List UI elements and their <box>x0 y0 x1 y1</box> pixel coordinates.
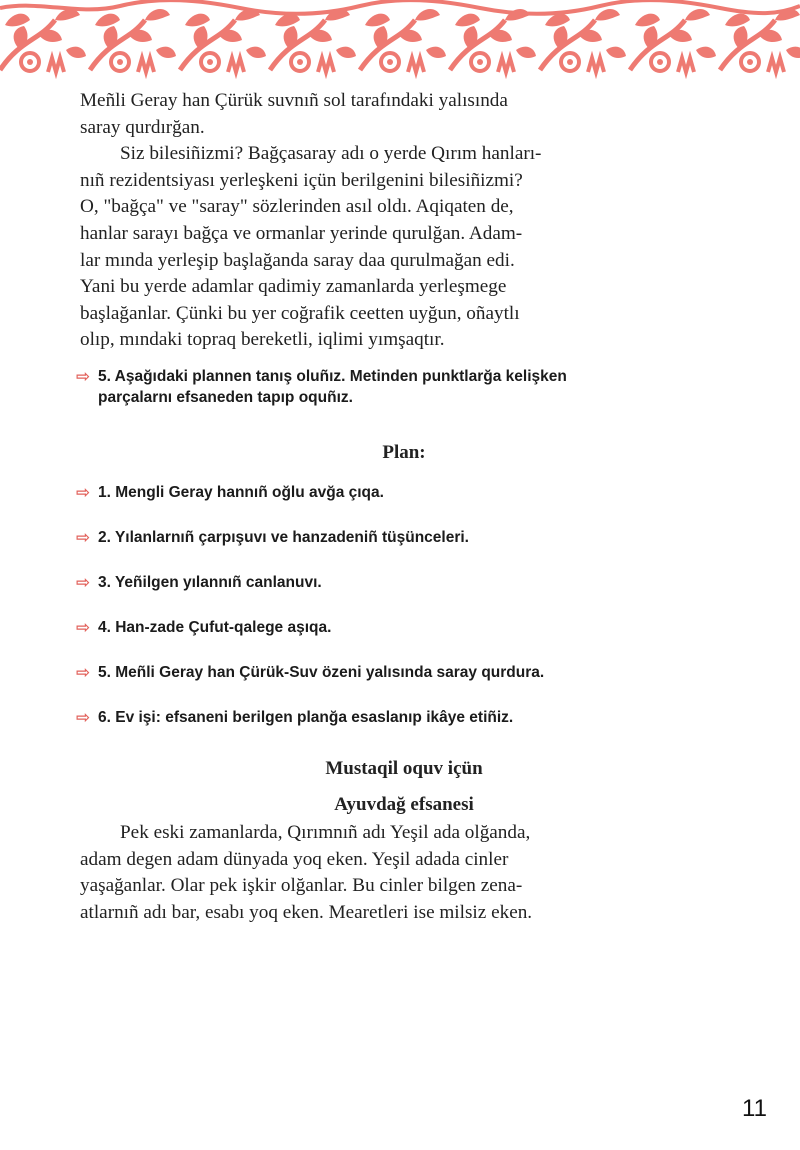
task-5 <box>78 366 728 408</box>
plan-title: Plan: <box>382 441 426 463</box>
paragraph-line: olıp, mındaki topraq bereketli, iqlimi yımşaqtır. <box>80 329 445 351</box>
floral-ornament-border <box>0 0 800 80</box>
plan-item-text: 5. Meñli Geray han Çürük-Suv özeni yalısında saray qurdura. <box>98 663 545 681</box>
plan-item-text: 4. Han-zade Çufut-qalege aşıqa. <box>98 618 332 636</box>
plan-item-text: 1. Mengli Geray hannıñ oğlu avğa çıqa. <box>98 483 384 501</box>
arrow-icon: ⇨ <box>76 482 91 502</box>
task-line: 5. Aşağıdaki plannen tanış oluñız. Metinden punktlarğa kelişken <box>98 367 567 385</box>
arrow-icon: ⇨ <box>76 707 91 727</box>
plan-item-text: 6. Ev işi: efsaneni berilgen planğa esaslanıp ikâye etiñiz. <box>98 708 514 726</box>
page-number: 11 <box>742 1095 767 1122</box>
paragraph-line: O, "bağça" ve "saray" sözlerinden asıl oldı. Aqiqaten de, <box>80 196 514 218</box>
plan-item-2 <box>78 527 728 548</box>
paragraph-line: yaşağanlar. Olar pek işkir olğanlar. Bu cinler bilgen zena- <box>80 875 523 897</box>
paragraph-line: adam degen adam dünyada yoq eken. Yeşil adada cinler <box>80 848 509 870</box>
paragraph-line: Meñli Geray han Çürük suvnıñ sol tarafındaki yalısında <box>80 90 508 111</box>
arrow-icon: ⇨ <box>76 662 91 682</box>
plan-item-6 <box>78 707 728 728</box>
paragraph-line: atlarnıñ adı bar, esabı yoq eken. Mearetleri ise milsiz eken. <box>80 901 533 923</box>
paragraph-1 <box>80 88 728 141</box>
arrow-icon: ⇨ <box>76 617 91 637</box>
paragraph-line: Yani bu yerde adamlar qadimiy zamanlarda yerleşmege <box>80 276 507 298</box>
paragraph-line: Pek eski zamanlarda, Qırımnıñ adı Yeşil ada olğanda, <box>120 821 531 843</box>
plan-item-text: 2. Yılanlarnıñ çarpışuvı ve hanzadeniñ tüşünceleri. <box>98 528 469 546</box>
paragraph-line: saray qurdırğan. <box>80 116 205 138</box>
paragraph-3 <box>80 820 728 926</box>
paragraph-2 <box>80 141 728 354</box>
paragraph-line: başlağanlar. Çünki bu yer coğrafik ceetten uyğun, oñaytlı <box>80 302 520 324</box>
section-title: Mustaqil oquv içün <box>325 757 483 779</box>
task-line: parçalarnı efsaneden tapıp oquñız. <box>98 388 353 406</box>
plan-item-3 <box>78 572 728 593</box>
page-content <box>76 88 728 926</box>
plan-list <box>76 482 728 728</box>
plan-item-text: 3. Yeñilgen yılannıñ canlanuvı. <box>98 573 322 591</box>
arrow-icon: ⇨ <box>76 366 91 386</box>
paragraph-line: hanlar sarayı bağça ve ormanlar yerinde qurulğan. Adam- <box>80 222 523 244</box>
paragraph-line: Siz bilesiñizmi? Bağçasaray adı o yerde Qırım hanları- <box>120 143 542 165</box>
plan-item-5 <box>78 662 728 683</box>
task-text <box>98 366 567 408</box>
plan-item-4 <box>78 617 728 638</box>
paragraph-line: lar mında yerleşip başlağanda saray daa qurulmağan edi. <box>80 249 515 271</box>
plan-item-1 <box>78 482 728 503</box>
story-title: Ayuvdağ efsanesi <box>334 793 474 815</box>
arrow-icon: ⇨ <box>76 572 91 592</box>
paragraph-line: nıñ rezidentsiyası yerleşkeni içün berilgenini bilesiñizmi? <box>80 169 523 191</box>
arrow-icon: ⇨ <box>76 527 91 547</box>
